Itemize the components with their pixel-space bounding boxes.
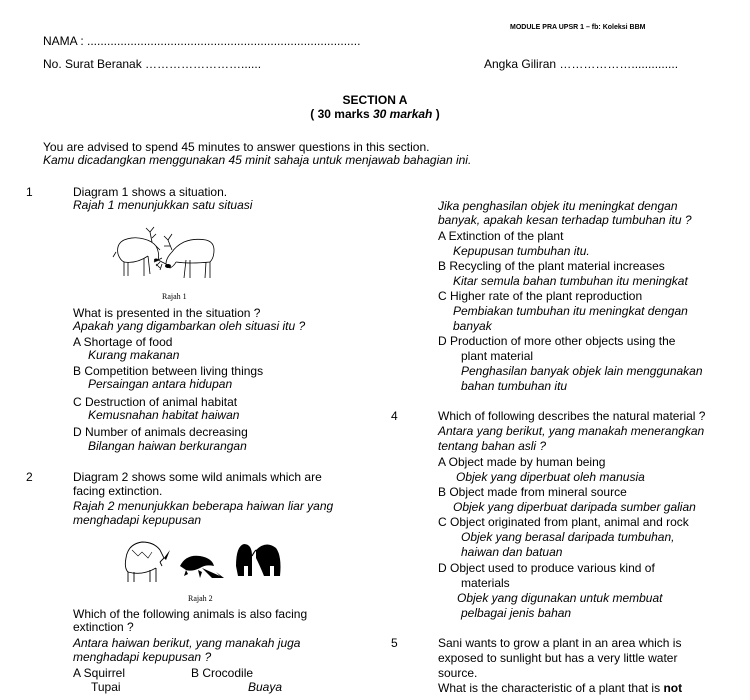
- q4-number: 4: [391, 409, 398, 423]
- q5-not-word: not: [663, 681, 683, 695]
- q1-option-c[interactable]: C Destruction of animal habitat: [73, 395, 238, 409]
- q3-option-b-ms: Kitar semula bahan tumbuhan itu meningkat: [453, 274, 688, 288]
- q4-option-c-ms-2: haiwan dan batuan: [461, 545, 563, 559]
- q2-stem-en-1: Diagram 2 shows some wild animals which are: [73, 470, 322, 484]
- q1-ask-en: What is presented in the situation ?: [73, 306, 261, 320]
- q4-option-d-ms-1: Objek yang digunakan untuk membuat: [457, 591, 663, 605]
- section-title: SECTION A: [342, 93, 408, 107]
- marks-en: ( 30 marks: [310, 107, 370, 121]
- endangered-animals-image: [120, 536, 284, 586]
- q3-option-d-ms-1: Penghasilan banyak objek lain menggunakan: [461, 364, 703, 378]
- q2-option-b[interactable]: B Crocodile: [191, 666, 254, 680]
- q3-option-c[interactable]: C Higher rate of the plant reproduction: [438, 289, 643, 303]
- q3-question-ms-2: banyak, apakah kesan terhadap tumbuhan itu ?: [438, 213, 692, 227]
- nama-field[interactable]: NAMA : ..................................................................................: [43, 34, 361, 48]
- q1-ask-ms: Apakah yang digambarkan oleh situasi itu ?: [73, 319, 306, 333]
- q2-ask-ms-1: Antara haiwan berikut, yang manakah juga: [73, 636, 301, 650]
- q1-stem-ms: Rajah 1 menunjukkan satu situasi: [73, 198, 253, 212]
- q4-stem-en: Which of following describes the natural material ?: [438, 409, 706, 423]
- deer-fighting-image: [110, 224, 220, 282]
- q1-option-c-ms: Kemusnahan habitat haiwan: [88, 408, 240, 422]
- q5-stem-1: Sani wants to grow a plant in an area which is: [438, 636, 682, 650]
- q4-option-d-en-2: materials: [461, 576, 510, 590]
- q2-ask-en-2: extinction ?: [73, 620, 134, 634]
- q1-option-a[interactable]: A Shortage of food: [73, 335, 173, 349]
- surat-beranak-field[interactable]: No. Surat Beranak ……………………......: [43, 57, 262, 71]
- q4-option-c[interactable]: C Object originated from plant, animal and rock: [438, 515, 689, 529]
- q2-option-a-ms: Tupai: [91, 680, 121, 694]
- q3-option-c-ms-1: Pembiakan tumbuhan itu meningkat dengan: [453, 304, 688, 318]
- angka-giliran-field[interactable]: Angka Giliran ………………..............: [484, 57, 679, 71]
- q3-option-a[interactable]: A Extinction of the plant: [438, 229, 564, 243]
- q3-option-c-ms-2: banyak: [453, 319, 492, 333]
- q3-option-d-en-2: plant material: [461, 349, 534, 363]
- q4-option-a-ms: Objek yang diperbuat oleh manusia: [456, 470, 645, 484]
- q4-stem-ms-1: Antara yang berikut, yang manakah menerangkan: [438, 424, 705, 438]
- q4-stem-ms-2: tentang bahan asli ?: [438, 439, 547, 453]
- q1-option-d-ms: Bilangan haiwan berkurangan: [88, 439, 247, 453]
- q1-number: 1: [26, 185, 33, 199]
- diagram-2-caption: Rajah 2: [188, 594, 213, 603]
- q4-option-b-ms: Objek yang diperbuat daripada sumber galian: [453, 500, 696, 514]
- q2-ask-ms-2: menghadapi kepupusan ?: [73, 650, 212, 664]
- q3-question-ms-1: Jika penghasilan objek itu meningkat dengan: [438, 199, 678, 213]
- q4-option-d-ms-2: pelbagai jenis bahan: [461, 606, 572, 620]
- module-header: MODULE PRA UPSR 1 – fb: Koleksi BBM: [510, 24, 646, 31]
- q1-option-a-ms: Kurang makanan: [88, 348, 180, 362]
- q5-stem-3: source.: [438, 666, 478, 680]
- q2-stem-en-2: facing extinction.: [73, 484, 163, 498]
- q2-stem-ms-1: Rajah 2 menunjukkan beberapa haiwan liar yang: [73, 499, 334, 513]
- q2-stem-ms-2: menghadapi kepupusan: [73, 513, 202, 527]
- q1-stem-en: Diagram 1 shows a situation.: [73, 185, 228, 199]
- q4-option-c-ms-1: Objek yang berasal daripada tumbuhan,: [461, 530, 675, 544]
- q2-option-b-ms: Buaya: [248, 680, 283, 694]
- q1-option-b[interactable]: B Competition between living things: [73, 364, 264, 378]
- q5-stem-2: exposed to sunlight but has a very little water: [438, 651, 678, 665]
- q3-option-d[interactable]: D Production of more other objects using the: [438, 334, 676, 348]
- q5-number: 5: [391, 636, 398, 650]
- q5-ask: [438, 682, 682, 695]
- q2-option-a[interactable]: A Squirrel: [73, 666, 126, 680]
- marks-close: ): [435, 107, 440, 121]
- q4-option-b[interactable]: B Object made from mineral source: [438, 485, 627, 499]
- q4-option-a[interactable]: A Object made by human being: [438, 455, 606, 469]
- q2-number: 2: [26, 470, 33, 484]
- q3-option-b[interactable]: B Recycling of the plant material increases: [438, 259, 665, 273]
- q2-ask-en-1: Which of the following animals is also facing: [73, 607, 308, 621]
- q3-option-d-ms-2: bahan tumbuhan itu: [461, 379, 568, 393]
- marks-ms: 30 markah: [373, 107, 433, 121]
- q1-option-b-ms: Persaingan antara hidupan: [88, 377, 233, 391]
- diagram-1-caption: Rajah 1: [162, 292, 187, 301]
- q5-ask-text: What is the characteristic of a plant that is: [438, 681, 661, 695]
- q1-option-d[interactable]: D Number of animals decreasing: [73, 425, 248, 439]
- intro-ms: Kamu dicadangkan menggunakan 45 minit sahaja untuk menjawab bahagian ini.: [43, 153, 472, 167]
- q4-option-d[interactable]: D Object used to produce various kind of: [438, 561, 655, 575]
- intro-en: You are advised to spend 45 minutes to answer questions in this section.: [43, 140, 430, 154]
- q3-option-a-ms: Kepupusan tumbuhan itu.: [453, 244, 590, 258]
- section-marks: [0, 108, 750, 121]
